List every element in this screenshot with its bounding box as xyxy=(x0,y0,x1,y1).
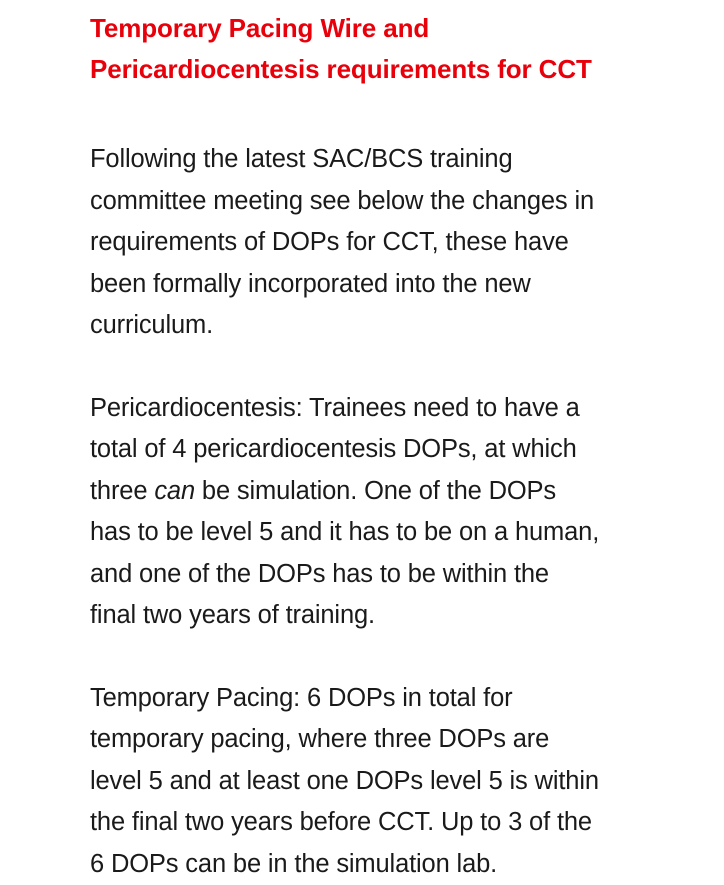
spacer xyxy=(90,637,710,678)
document-title xyxy=(90,8,710,90)
text-line: committee meeting see below the changes in xyxy=(90,187,594,215)
text-line: total of 4 pericardiocentesis DOPs, at which xyxy=(90,435,577,463)
temporary-pacing-paragraph xyxy=(90,678,710,885)
text-line: has to be level 5 and it has to be on a human, xyxy=(90,518,599,546)
text-line: Pericardiocentesis: Trainees need to have a xyxy=(90,394,580,422)
title-line: Temporary Pacing Wire and xyxy=(90,13,429,43)
text-line: temporary pacing, where three DOPs are xyxy=(90,725,549,753)
text-line: Temporary Pacing: 6 DOPs in total for xyxy=(90,684,512,712)
text-line: level 5 and at least one DOPs level 5 is within xyxy=(90,767,599,795)
emphasis-text: can xyxy=(154,477,195,505)
title-line: Pericardiocentesis requirements for CCT xyxy=(90,54,592,84)
intro-paragraph xyxy=(90,139,710,347)
text-line: been formally incorporated into the new xyxy=(90,270,531,298)
spacer xyxy=(90,90,710,139)
text-line: three xyxy=(90,477,154,505)
spacer xyxy=(90,347,710,388)
text-line: final two years of training. xyxy=(90,601,375,629)
document-body xyxy=(90,8,710,885)
text-line: 6 DOPs can be in the simulation lab. xyxy=(90,850,497,878)
text-line: and one of the DOPs has to be within the xyxy=(90,560,549,588)
text-line: the final two years before CCT. Up to 3 of the xyxy=(90,808,592,836)
text-line: requirements of DOPs for CCT, these have xyxy=(90,228,569,256)
text-line: curriculum. xyxy=(90,311,213,339)
text-line: Following the latest SAC/BCS training xyxy=(90,145,512,173)
pericardiocentesis-paragraph xyxy=(90,388,710,637)
text-line: be simulation. One of the DOPs xyxy=(195,477,556,505)
